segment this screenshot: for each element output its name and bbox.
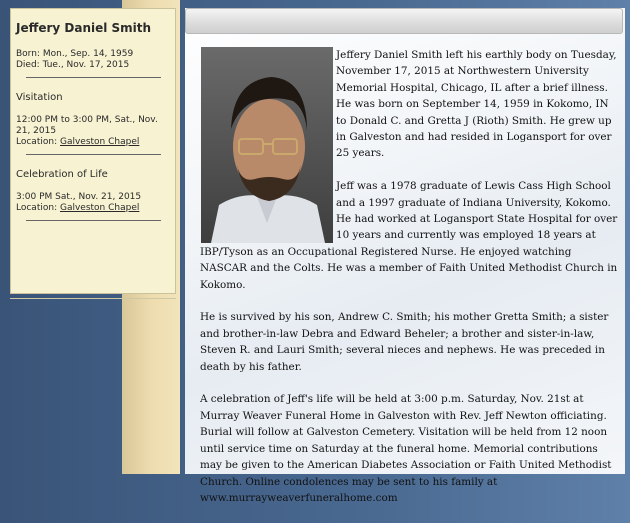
obituary-paragraph: A celebration of Jeff's life will be held at 3:00 p.m. Saturday, Nov. 21st at Murray Weaver Funeral Home in Galveston with Rev. Jeff Newton officiating. Burial will follow at Galveston Cemetery. Visitation will be held from 12 noon until service time on Saturday at the funeral home. Memorial contributions may be given to the American Diabetes Association or Faith United Methodist Church. Online condolences may be sent to his family at www.murrayweaverfuneralhome.com [200,393,612,504]
born-line [16,49,170,60]
celebration-time: 3:00 PM Sat., Nov. 21, 2015 [16,192,142,202]
event-sidebar [10,8,176,294]
obituary-panel [185,8,625,504]
died-line [16,60,170,71]
obituary-paragraph: Jeff was a 1978 graduate of Lewis Cass High School and a 1997 graduate of Indiana University, Kokomo. He had worked at Logansport State Hospital for over 10 years and currently was employed 18 years at IBP/Tyson as an Occupational Registered Nurse. He enjoyed watching NASCAR and the Colts. He was a member of Faith United Methodist Church in Kokomo. [200,180,618,291]
died-date: Tue., Nov. 17, 2015 [42,60,130,70]
celebration-location-label: Location: [16,203,58,213]
panel-titlebar [185,8,623,34]
visitation-time: 12:00 PM to 3:00 PM, Sat., Nov. 21, 2015 [16,115,158,136]
visitation-location-line [16,137,170,148]
visitation-heading: Visitation [16,92,63,103]
celebration-heading: Celebration of Life [16,169,108,180]
visitation-location-link[interactable]: Galveston Chapel [59,137,140,147]
died-label: Died: [16,60,40,70]
celebration-location-line [16,203,170,214]
divider [26,220,161,221]
photo-spacer [200,47,336,243]
obituary-text [200,47,620,523]
deceased-name: Jeffery Daniel Smith [16,21,152,35]
obituary-paragraph: Jeffery Daniel Smith left his earthly body on Tuesday, November 17, 2015 at Northwestern University Memorial Hospital, Chicago, IL after a brief illness. He was born on September 14, 1959 in Kokomo, IN to Donald C. and Gretta J (Rioth) Smith. He grew up in Galveston and had resided in Logansport for over 25 years. [336,49,617,160]
sidebar-bottom-divider [10,298,176,299]
visitation-location-label: Location: [16,137,58,147]
divider [26,77,161,78]
born-date: Mon., Sep. 14, 1959 [42,49,134,59]
divider [26,154,161,155]
obituary-paragraph: He is survived by his son, Andrew C. Smith; his mother Gretta Smith; a sister and brother-in-law Debra and Edward Beheler; a brother and sister-in-law, Steven R. and Lauri Smith; several nieces and nephews. He was preceded in death by his father. [200,311,609,373]
born-label: Born: [16,49,40,59]
celebration-location-link[interactable]: Galveston Chapel [59,203,140,213]
